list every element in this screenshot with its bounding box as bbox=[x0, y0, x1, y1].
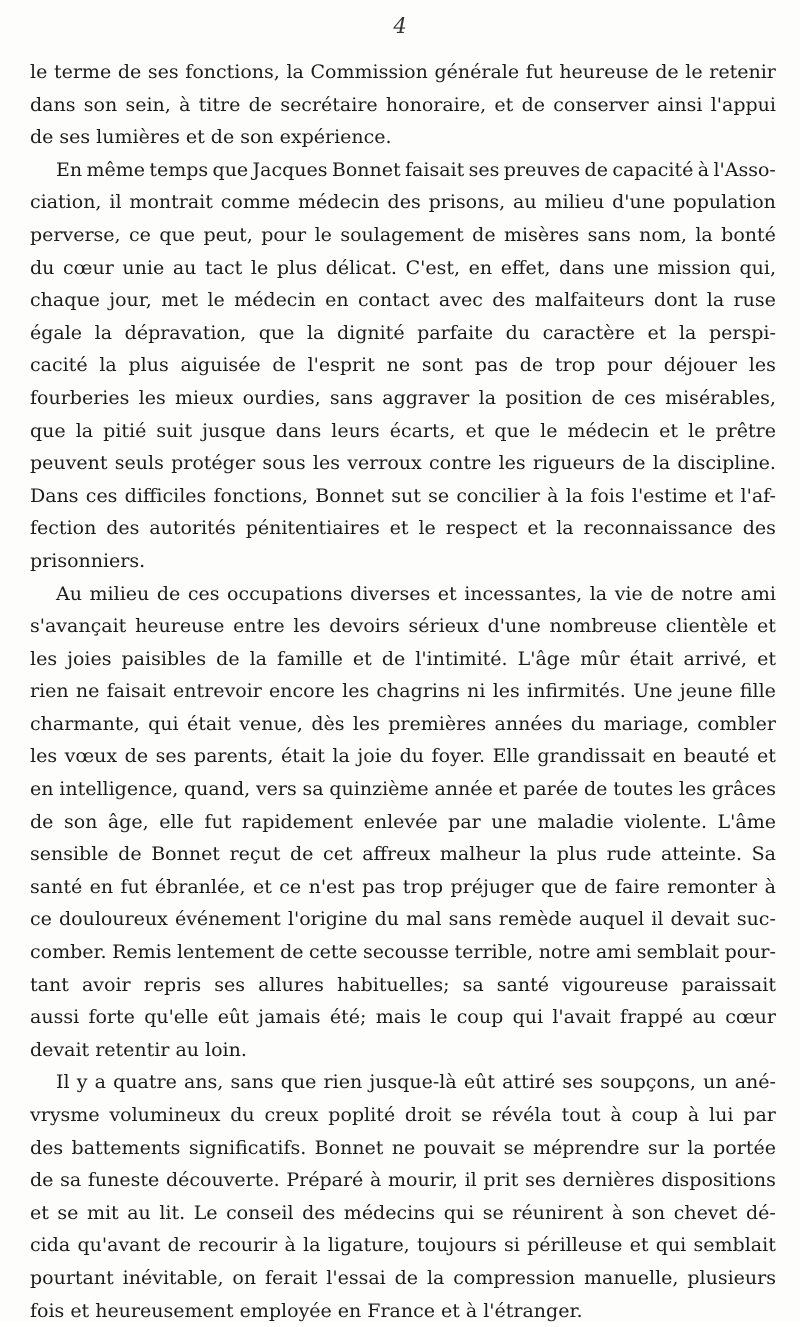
text-line: Il y a quatre ans, sans que rien jusque-là eût attiré ses soupçons, un ané- bbox=[56, 1071, 776, 1094]
text-line: du cœur unie au tact le plus délicat. C'est, en effet, dans une mission qui, bbox=[30, 256, 776, 279]
text-line: devait retentir au loin. bbox=[30, 1038, 247, 1061]
text-line: et se mit au lit. Le conseil des médecins qui se réunirent à son chevet dé- bbox=[30, 1201, 776, 1224]
text-line: fois et heureusement employée en France et à l'étranger. bbox=[30, 1299, 583, 1322]
text-line: les joies paisibles de la famille et de l'intimité. L'âge mûr était arrivé, et bbox=[30, 647, 776, 670]
text-line: de son âge, elle fut rapidement enlevée par une maladie violente. L'âme bbox=[30, 810, 776, 833]
text-line: fourberies les mieux ourdies, sans aggraver la position de ces misérables, bbox=[30, 386, 776, 409]
text-line: tant avoir repris ses allures habituelles; sa santé vigoureuse paraissait bbox=[30, 973, 776, 996]
text-line: en intelligence, quand, vers sa quinzième année et parée de toutes les grâces bbox=[30, 778, 776, 801]
text-line: cacité la plus aiguisée de l'esprit ne sont pas de trop pour déjouer les bbox=[30, 354, 776, 377]
text-line: ce douloureux événement l'origine du mal sans remède auquel il devait suc- bbox=[30, 908, 776, 931]
text-line: s'avançait heureuse entre les devoirs sérieux d'une nombreuse clientèle et bbox=[30, 615, 776, 638]
text-line: cida qu'avant de recourir à la ligature, toujours si périlleuse et qui semblait bbox=[30, 1234, 776, 1257]
text-line: comber. Remis lentement de cette secousse terrible, notre ami semblait pour- bbox=[30, 941, 776, 964]
text-line: de ses lumières et de son expérience. bbox=[30, 126, 392, 149]
text-line: égale la dépravation, que la dignité parfaite du caractère et la perspi- bbox=[30, 321, 776, 344]
text-line: vrysme volumineux du creux poplité droit se révéla tout à coup à lui par bbox=[30, 1104, 776, 1126]
text-line: chaque jour, met le médecin en contact avec des malfaiteurs dont la ruse bbox=[30, 289, 776, 312]
text-line: fection des autorités pénitentiaires et le respect et la reconnaissance des bbox=[30, 517, 776, 540]
text-line: aussi forte qu'elle eût jamais été; mais le coup qui l'avait frappé au cœur bbox=[30, 1006, 776, 1029]
text-line: Dans ces difficiles fonctions, Bonnet sut se concilier à la fois l'estime et l'af- bbox=[30, 484, 776, 507]
text-line: que la pitié suit jusque dans leurs écarts, et que le médecin et le prêtre bbox=[30, 419, 776, 442]
text-line: sensible de Bonnet reçut de cet affreux malheur la plus rude atteinte. Sa bbox=[30, 843, 776, 866]
text-line: les vœux de ses parents, était la joie du foyer. Elle grandissait en beauté et bbox=[30, 745, 776, 768]
text-line: prisonniers. bbox=[30, 549, 146, 572]
text-line: de sa funeste découverte. Préparé à mourir, il prit ses dernières dispositions bbox=[30, 1169, 776, 1192]
text-line: le terme de ses fonctions, la Commission générale fut heureuse de le retenir bbox=[30, 61, 776, 83]
text-line: Au milieu de ces occupations diverses et incessantes, la vie de notre ami bbox=[56, 582, 776, 605]
text-line: rien ne faisait entrevoir encore les chagrins ni les infirmités. Une jeune fille bbox=[30, 680, 776, 703]
body-text bbox=[30, 56, 776, 1327]
page-number: 4 bbox=[393, 14, 407, 38]
text-line: perverse, ce que peut, pour le soulagement de misères sans nom, la bonté bbox=[30, 223, 776, 246]
text-line: santé en fut ébranlée, et ce n'est pas trop préjuger que de faire remonter à bbox=[30, 875, 776, 898]
text-line: ciation, il montrait comme médecin des prisons, au milieu d'une population bbox=[30, 191, 776, 214]
text-line: dans son sein, à titre de secrétaire honoraire, et de conserver ainsi l'appui bbox=[30, 93, 776, 116]
text-line: peuvent seuls protéger sous les verroux contre les rigueurs de la discipline. bbox=[30, 452, 776, 475]
text-line: des battements significatifs. Bonnet ne pouvait se méprendre sur la portée bbox=[30, 1136, 776, 1159]
text-line: charmante, qui était venue, dès les premières années du mariage, combler bbox=[30, 712, 776, 735]
text-line: pourtant inévitable, on ferait l'essai de la compression manuelle, plusieurs bbox=[30, 1266, 776, 1289]
text-line: En même temps que Jacques Bonnet faisait ses preuves de capacité à l'Asso- bbox=[56, 158, 776, 181]
